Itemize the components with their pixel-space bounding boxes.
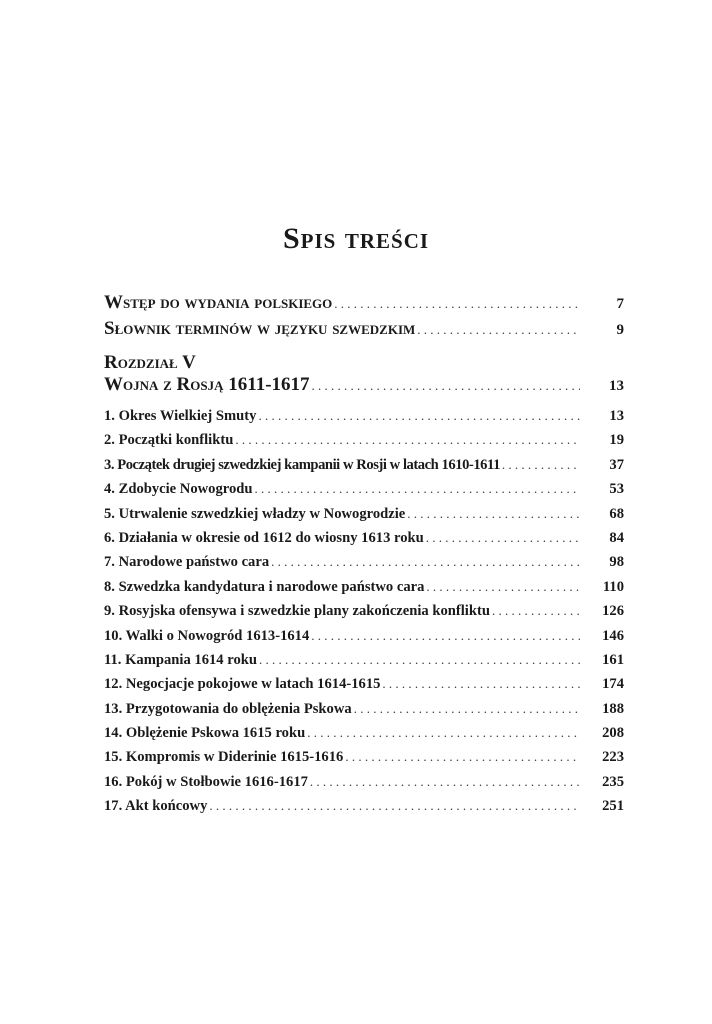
toc-entry[interactable] (104, 603, 624, 627)
toc-entry-foreword[interactable] (104, 292, 624, 318)
toc-entry[interactable] (104, 481, 624, 505)
toc-page-number: 53 (609, 481, 624, 498)
toc-entry-label: 11. Kampania 1614 roku (104, 651, 257, 668)
toc-page-number: 208 (602, 725, 624, 742)
chapter-title: Wojna z Rosją 1611-1617 (104, 374, 310, 395)
dot-leader (271, 554, 580, 570)
dot-leader (310, 774, 580, 790)
toc-entry-label: 16. Pokój w Stołbowie 1616-1617 (104, 773, 308, 790)
toc-page-number: 146 (602, 627, 624, 644)
toc-page-number: 161 (602, 651, 624, 668)
toc-entry[interactable] (104, 506, 624, 530)
toc-entry-chapter[interactable] (104, 374, 624, 400)
toc-entry-label: 7. Narodowe państwo cara (104, 554, 270, 571)
toc-page-number: 126 (602, 603, 624, 620)
page-title: Spis treści (282, 222, 430, 255)
toc-entry-label: 6. Działania w okresie od 1612 do wiosny 1613 roku (104, 529, 424, 546)
toc-entry[interactable] (104, 554, 624, 578)
toc-page-number: 37 (609, 456, 624, 473)
dot-leader (255, 481, 580, 497)
toc-page-number: 9 (616, 322, 624, 338)
dot-leader (502, 457, 580, 473)
toc-entry[interactable] (104, 457, 624, 481)
dot-leader (417, 322, 580, 338)
toc-entry-label: 2. Początki konfliktu (104, 432, 234, 449)
toc-entry[interactable] (104, 774, 624, 798)
toc-page-number: 19 (609, 432, 624, 449)
toc-page-number: 174 (602, 676, 624, 693)
dot-leader (426, 579, 580, 595)
toc-entry-label: 13. Przygotowania do oblężenia Pskowa (104, 700, 352, 717)
table-of-contents (104, 292, 624, 823)
toc-page-number: 110 (602, 578, 624, 595)
toc-entry-label: 15. Kompromis w Diderinie 1615-1616 (104, 749, 344, 766)
dot-leader (258, 408, 580, 424)
toc-page-number: 235 (602, 773, 624, 790)
toc-entry[interactable] (104, 652, 624, 676)
toc-entry[interactable] (104, 432, 624, 456)
dot-leader (382, 676, 580, 692)
toc-page-number: 223 (602, 749, 624, 766)
toc-entry-glossary[interactable] (104, 318, 624, 344)
dot-leader (311, 628, 580, 644)
toc-entry-label: 14. Oblężenie Pskowa 1615 roku (104, 725, 306, 742)
dot-leader (345, 749, 580, 765)
toc-entry[interactable] (104, 676, 624, 700)
toc-entry[interactable] (104, 530, 624, 554)
toc-entry-label: Słownik terminów w języku szwedzkim (104, 318, 416, 339)
toc-page-number: 13 (609, 408, 624, 424)
dot-leader (407, 506, 580, 522)
toc-entry-label: 4. Zdobycie Nowogrodu (104, 481, 253, 498)
toc-entry-label: Wstęp do wydania polskiego (104, 292, 333, 313)
toc-entry[interactable] (104, 579, 624, 603)
dot-leader (307, 725, 580, 741)
toc-entry-label: 9. Rosyjska ofensywa i szwedzkie plany zakończenia konfliktu (104, 603, 490, 620)
dot-leader (312, 378, 580, 394)
toc-page-number: 251 (602, 798, 624, 815)
toc-entry[interactable] (104, 701, 624, 725)
dot-leader (334, 296, 580, 312)
toc-entry[interactable] (104, 798, 624, 822)
toc-entry-label: 1. Okres Wielkiej Smuty (104, 408, 257, 424)
dot-leader (492, 603, 580, 619)
toc-entry[interactable] (104, 628, 624, 652)
toc-entry[interactable] (104, 408, 624, 432)
toc-entry-label: 8. Szwedzka kandydatura i narodowe państwo cara (104, 578, 425, 595)
toc-page-number: 13 (609, 378, 624, 394)
toc-page-number: 188 (602, 700, 624, 717)
toc-entry[interactable] (104, 749, 624, 773)
dot-leader (426, 530, 580, 546)
dot-leader (354, 701, 580, 717)
toc-entry-label: 17. Akt końcowy (104, 798, 208, 815)
toc-entry-label: 5. Utrwalenie szwedzkiej władzy w Nowogrodzie (104, 505, 406, 522)
toc-entry[interactable] (104, 725, 624, 749)
toc-page-number: 68 (609, 505, 624, 522)
toc-page-number: 84 (609, 529, 624, 546)
dot-leader (235, 432, 580, 448)
toc-entry-label: 10. Walki o Nowogród 1613-1614 (104, 627, 310, 644)
toc-entry-label: 3. Początek drugiej szwedzkiej kampanii w Rosji w latach 1610-1611 (104, 456, 500, 473)
chapter-heading: Rozdział V (104, 352, 196, 373)
dot-leader (259, 652, 580, 668)
toc-entry-label: 12. Negocjacje pokojowe w latach 1614-1615 (104, 676, 381, 693)
dot-leader (209, 798, 580, 814)
toc-page-number: 98 (609, 554, 624, 571)
toc-page-number: 7 (616, 296, 624, 312)
section-list (104, 408, 624, 823)
